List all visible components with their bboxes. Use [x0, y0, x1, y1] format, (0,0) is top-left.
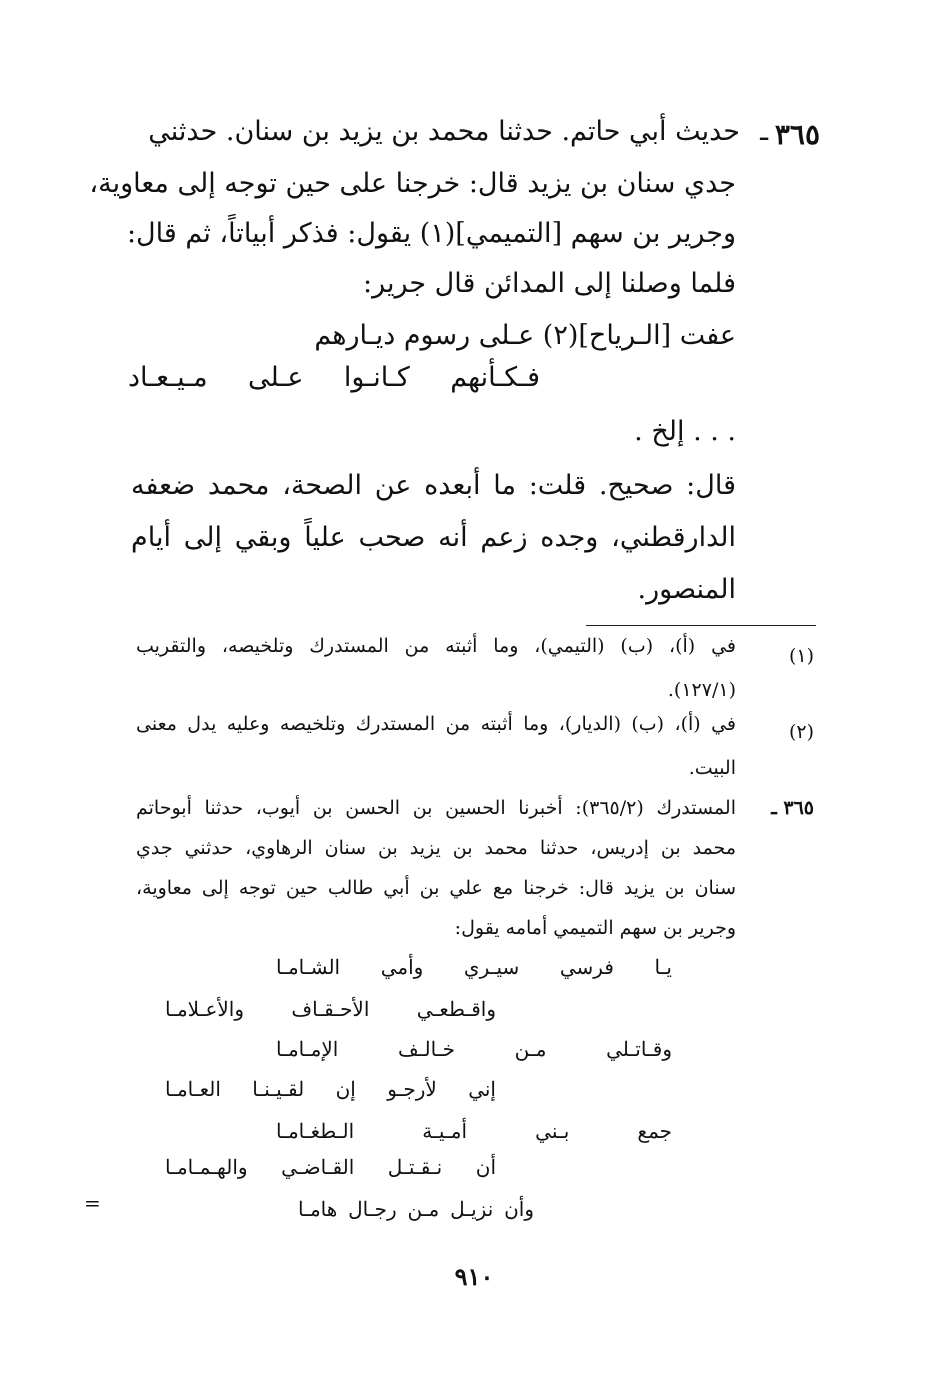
- takhrij-line-1: المستدرك (٣٦٥/٢): أخبرنا الحسين بن الحسن بن أيوب، حدثنا أبوحاتم: [136, 797, 736, 819]
- footnote-2-line-1: في (أ)، (ب) (الديار)، وما أثبته من المستدرك وتلخيصه وعليه يدل معنى: [136, 713, 736, 735]
- comment-line-2: الدارقطني، وجده زعم أنه صحب علياً وبقي إلى أيام: [131, 522, 736, 553]
- main-line-1: حديث أبي حاتم. حدثنا محمد بن يزيد بن سنان. حدثني: [148, 116, 740, 147]
- takhrij-verse-1: يـا فرسي سيـري وأمي الشـامـا: [276, 955, 672, 979]
- footnote-2-number: (٢): [788, 721, 814, 743]
- footnote-1-line-1: في (أ)، (ب) (التيمي)، وما أثبته من المستدرك وتلخيصه، والتقريب: [136, 635, 736, 657]
- main-line-4: فلما وصلنا إلى المدائن قال جرير:: [362, 268, 736, 299]
- takhrij-verse-2: واقـطعـي الأحـقـاف والأعـلامـا: [165, 997, 496, 1021]
- footnote-1-line-2: (١٢٧/١).: [667, 679, 736, 701]
- number-dash: ـ: [760, 116, 768, 147]
- footnote-1-number: (١): [788, 645, 814, 667]
- takhrij-verse-4: إني لأرجـو إن لقـيـنـا العـامـا: [165, 1077, 496, 1101]
- takhrij-line-3: سنان بن يزيد قال: خرجنا مع علي بن أبي طالب حين توجه إلى معاوية،: [136, 877, 736, 899]
- comment-line-3: المنصور.: [637, 574, 736, 605]
- footnote-2-line-2: البيت.: [688, 757, 736, 779]
- takhrij-verse-7: وأن نزيـل مـن رجـال هامـا: [298, 1197, 534, 1221]
- takhrij-number: ٣٦٥ ـ: [771, 797, 814, 819]
- main-line-2: جدي سنان بن يزيد قال: خرجنا على حين توجه إلى معاوية،: [89, 168, 736, 199]
- takhrij-line-4: وجرير بن سهم التميمي أمامه يقول:: [454, 917, 736, 939]
- takhrij-verse-3: وقـاتـلي مـن خـالـف الإمـامـا: [276, 1037, 672, 1061]
- comment-line-1: قال: صحيح. قلت: ما أبعده عن الصحة، محمد ضعفه: [131, 470, 736, 501]
- verse-second-hemistich: فـكـأنهم كـانـوا عـلى مـيـعـاد: [128, 362, 540, 393]
- hadith-number: ٣٦٥: [774, 118, 820, 151]
- footnote-separator: [586, 625, 816, 626]
- takhrij-verse-6: أن نـقـتـل القـاضـي والهـمـامـا: [165, 1155, 496, 1179]
- takhrij-verse-5: جمع بـني أمـيـة الـطغـامـا: [276, 1119, 672, 1143]
- page-number: ٩١٠: [454, 1262, 494, 1291]
- continuation-mark: =: [84, 1191, 101, 1215]
- main-line-3: وجرير بن سهم [التميمي](١) يقول: فذكر أبياتاً، ثم قال:: [126, 218, 736, 249]
- takhrij-line-2: محمد بن إدريس، حدثنا محمد بن يزيد بن سنان الرهاوي، حدثني جدي: [136, 837, 736, 859]
- verse-first-hemistich: عفت [الـرياح](٢) عـلى رسوم ديـارهم: [314, 320, 736, 351]
- etc-text: . . . إلخ .: [634, 416, 736, 447]
